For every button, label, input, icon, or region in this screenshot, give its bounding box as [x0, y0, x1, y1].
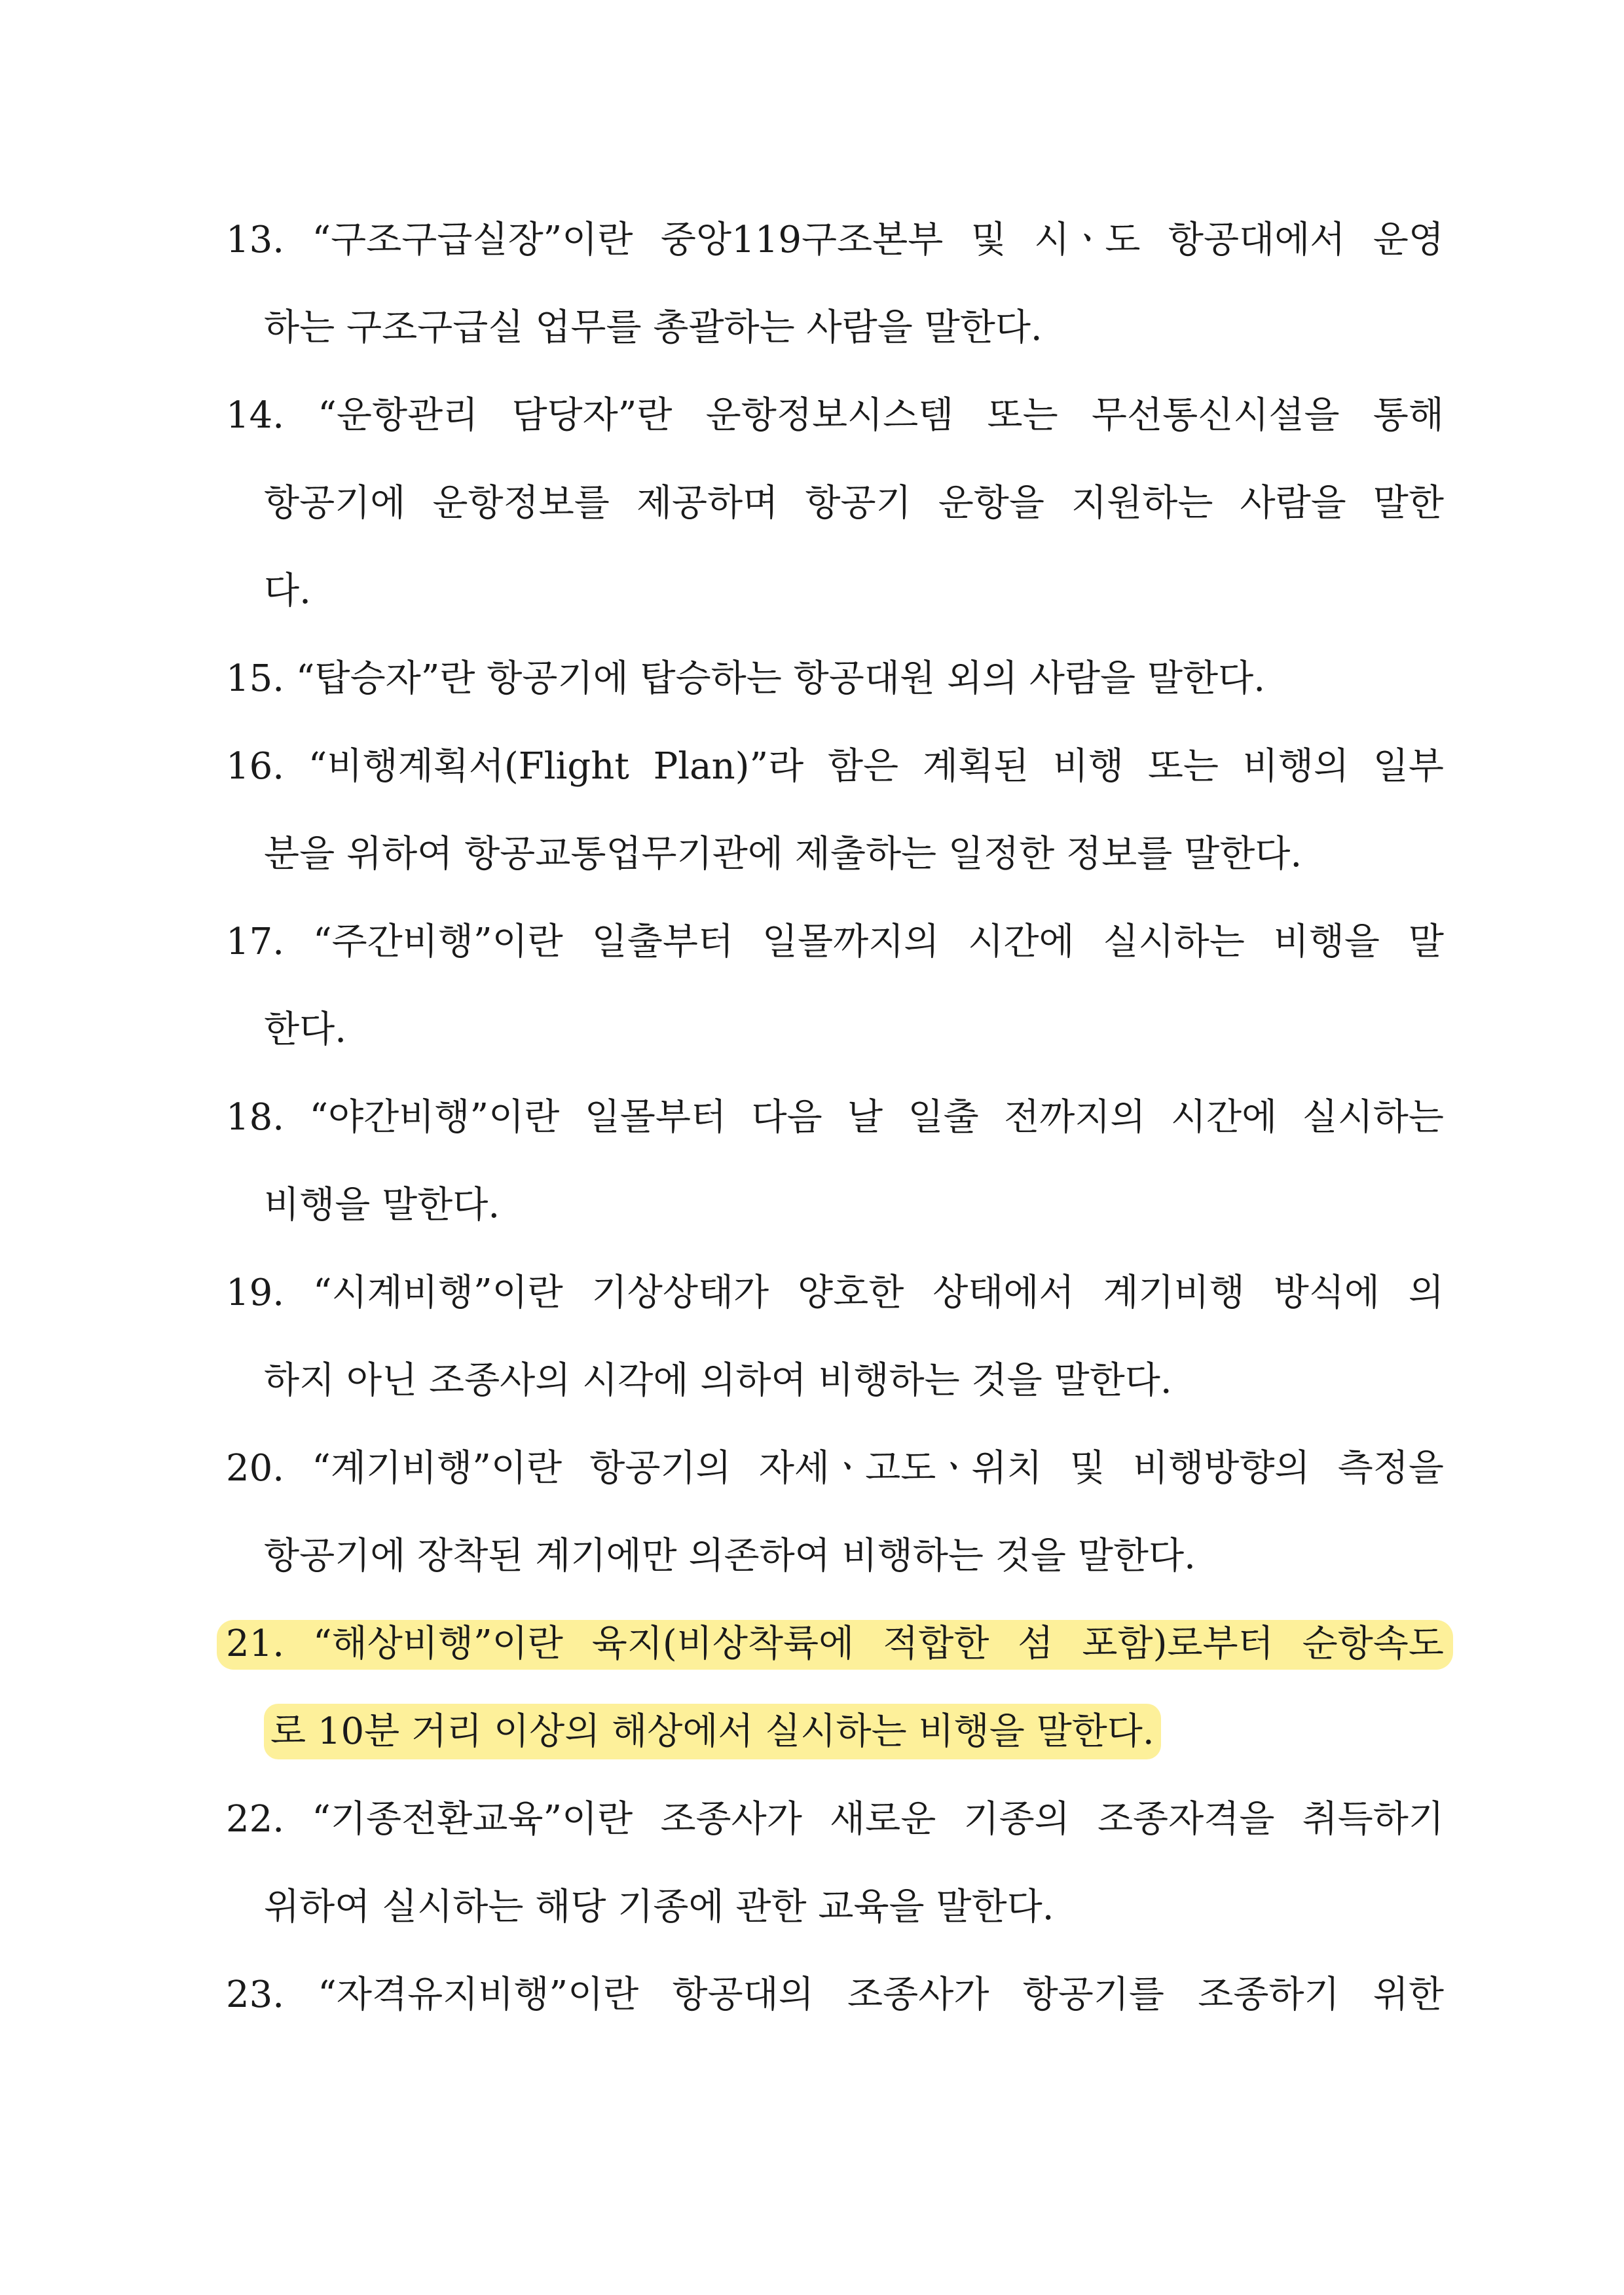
definition-item-18: [226, 1074, 1444, 1249]
definition-line: 20. “계기비행”이란 항공기의 자세ㆍ고도ㆍ위치 및 비행방향의 측정을: [226, 1447, 1444, 1490]
definition-list: [226, 196, 1444, 2039]
highlighted-line: 21. “해상비행”이란 육지(비상착륙에 적합한 섬 포함)로부터 순항속도: [226, 1600, 1444, 1688]
definition-item-15: [226, 635, 1444, 723]
definition-item-19: [226, 1249, 1444, 1425]
definition-line: 19. “시계비행”이란 기상상태가 양호한 상태에서 계기비행 방식에 의: [226, 1272, 1444, 1314]
definition-line: 17. “주간비행”이란 일출부터 일몰까지의 시간에 실시하는 비행을 말: [226, 921, 1444, 963]
definition-item-16: [226, 723, 1444, 898]
definition-line: 위하여 실시하는 해당 기종에 관한 교육을 말한다.: [264, 1886, 1054, 1928]
highlight-mark: 로 10분 거리 이상의 해상에서 실시하는 비행을 말한다.: [264, 1704, 1161, 1759]
definition-line: 13. “구조구급실장”이란 중앙119구조본부 및 시ㆍ도 항공대에서 운영: [226, 219, 1444, 261]
definition-line: 22. “기종전환교육”이란 조종사가 새로운 기종의 조종자격을 취득하기: [226, 1798, 1444, 1841]
definition-item-23: [226, 1951, 1444, 2039]
definition-line: 분을 위하여 항공교통업무기관에 제출하는 일정한 정보를 말한다.: [264, 833, 1302, 875]
definition-line: 다.: [264, 570, 311, 612]
definition-item-20: [226, 1425, 1444, 1600]
definition-item-14: [226, 372, 1444, 635]
definition-item-21-highlighted: [226, 1600, 1444, 1776]
definition-line: 23. “자격유지비행”이란 항공대의 조종사가 항공기를 조종하기 위한: [226, 1974, 1444, 2016]
definition-line: 18. “야간비행”이란 일몰부터 다음 날 일출 전까지의 시간에 실시하는: [226, 1096, 1444, 1139]
definition-item-13: [226, 196, 1444, 372]
definition-line: 한다.: [264, 1008, 346, 1051]
definition-line: 항공기에 운항정보를 제공하며 항공기 운항을 지원하는 사람을 말한: [264, 482, 1444, 524]
definition-line: 16. “비행계획서(Flight Plan)”라 함은 계획된 비행 또는 비행의 일부: [226, 745, 1444, 788]
definition-item-17: [226, 898, 1444, 1074]
highlighted-line: [226, 1688, 1444, 1776]
definition-line: 하는 구조구급실 업무를 총괄하는 사람을 말한다.: [264, 306, 1043, 349]
definition-item-22: [226, 1776, 1444, 1951]
definition-line: 비행을 말한다.: [264, 1184, 500, 1226]
definition-line: 14. “운항관리 담당자”란 운항정보시스템 또는 무선통신시설을 통해: [226, 394, 1444, 437]
definition-line: 항공기에 장착된 계기에만 의존하여 비행하는 것을 말한다.: [264, 1535, 1196, 1577]
definition-line: 15. “탑승자”란 항공기에 탑승하는 항공대원 외의 사람을 말한다.: [226, 657, 1266, 700]
definition-line: 하지 아닌 조종사의 시각에 의하여 비행하는 것을 말한다.: [264, 1359, 1172, 1402]
